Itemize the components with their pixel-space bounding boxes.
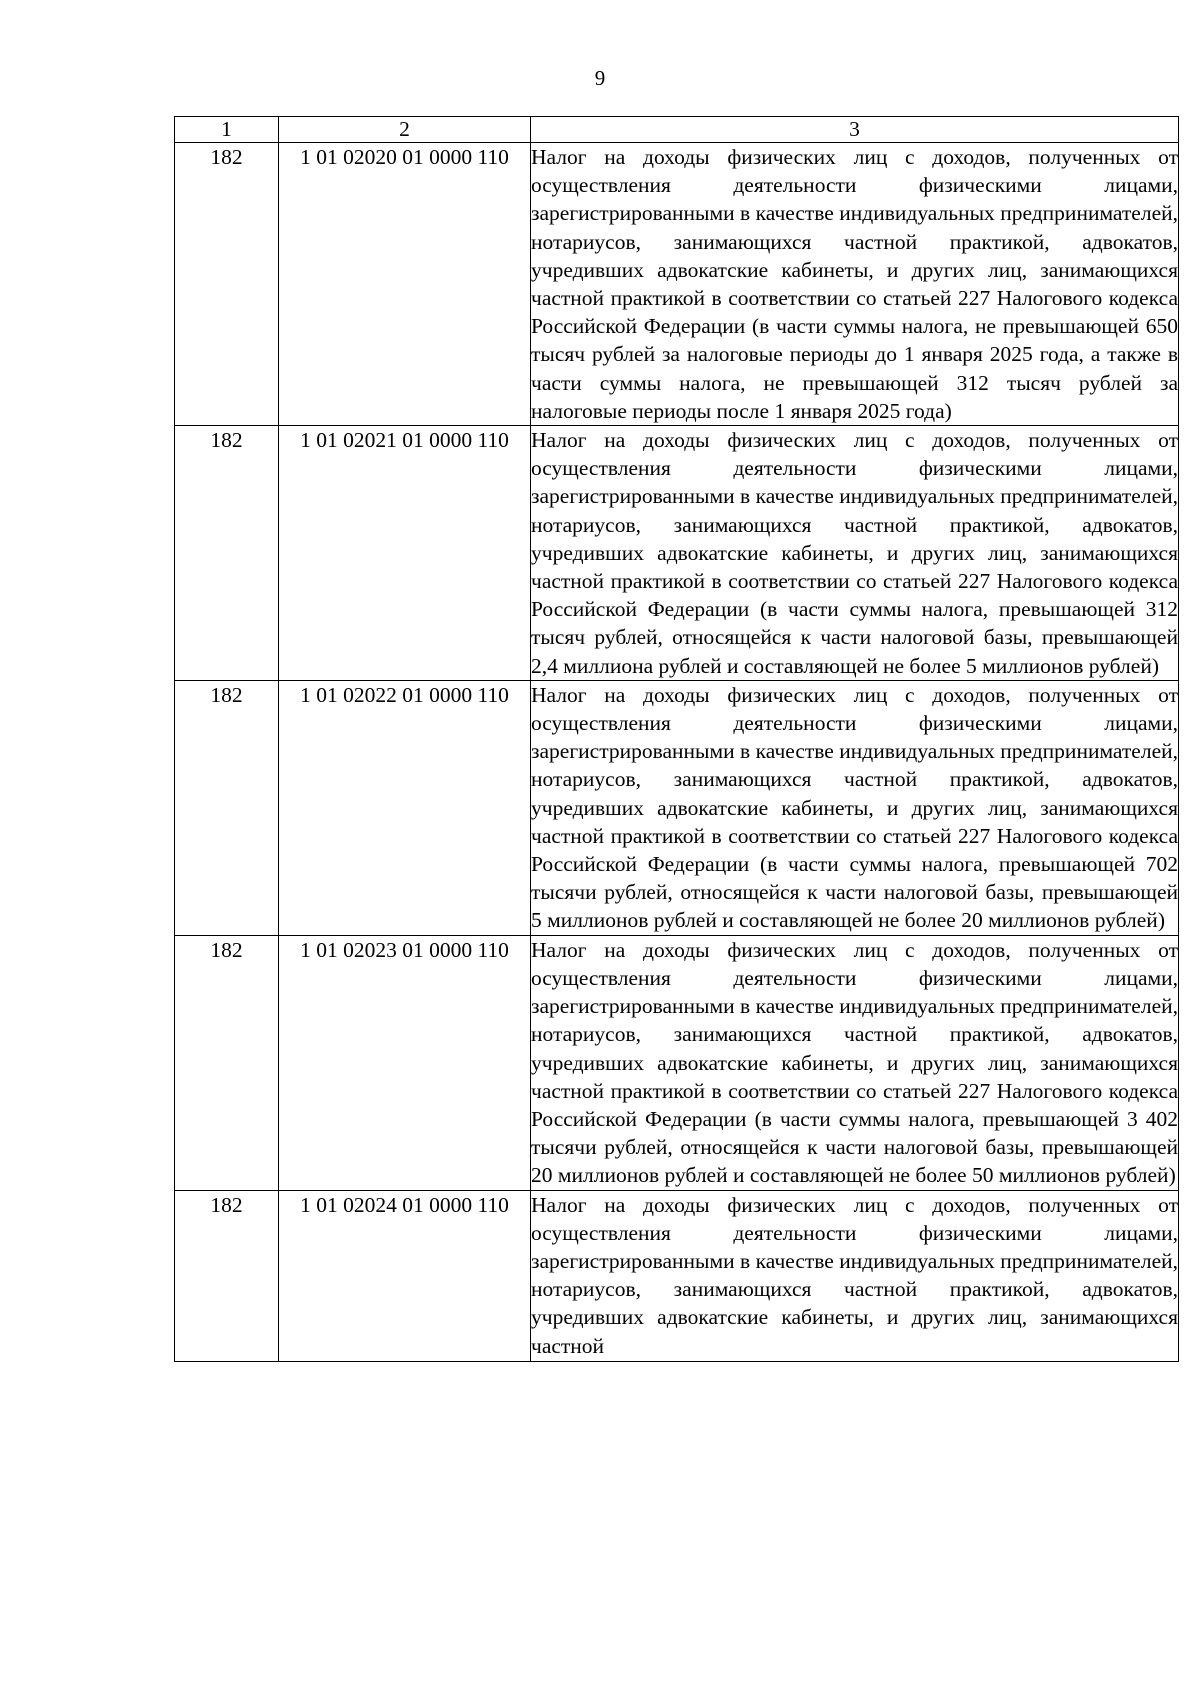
- admin-code-cell: 182: [175, 935, 279, 1190]
- header-col-2: 2: [279, 117, 531, 143]
- description-cell-wrapper: [531, 1190, 1179, 1361]
- admin-code-cell: 182: [175, 680, 279, 935]
- kbk-cell: 1 01 02021 01 0000 110: [279, 426, 531, 681]
- kbk-table: [174, 116, 1179, 1362]
- header-col-1: 1: [175, 117, 279, 143]
- table-row: [175, 426, 1179, 681]
- table-row: [175, 935, 1179, 1190]
- admin-code-cell: 182: [175, 426, 279, 681]
- header-col-3: 3: [531, 117, 1179, 143]
- admin-code-cell: 182: [175, 1190, 279, 1361]
- description-cell: Налог на доходы физических лиц с доходов, полученных от осуществления деятельности физическими лицами, зарегистрированными в качестве индивидуальных предпринимателей, нотариусов, занимающихся частной практикой, адвокатов, учредивших адвокатские кабинеты, и других лиц, занимающихся частной практикой в соответствии со статьей 227 Налогового кодекса Российской Федерации (в части суммы налога, превышающей 702 тысячи рублей, относящейся к части налоговой базы, превышающей 5 миллионов рублей и составляющей не более 20 миллионов рублей): [531, 680, 1179, 935]
- description-cell: Налог на доходы физических лиц с доходов, полученных от осуществления деятельности физическими лицами, зарегистрированными в качестве индивидуальных предпринимателей, нотариусов, занимающихся частной практикой, адвокатов, учредивших адвокатские кабинеты, и других лиц, занимающихся частной практикой в соответствии со статьей 227 Налогового кодекса Российской Федерации (в части суммы налога, превышающей 312 тысяч рублей, относящейся к части налоговой базы, превышающей 2,4 миллиона рублей и составляющей не более 5 миллионов рублей): [531, 426, 1179, 681]
- table-row: [175, 1190, 1179, 1361]
- table-row: [175, 680, 1179, 935]
- description-cell: Налог на доходы физических лиц с доходов, полученных от осуществления деятельности физическими лицами, зарегистрированными в качестве индивидуальных предпринимателей, нотариусов, занимающихся частной практикой, адвокатов, учредивших адвокатские кабинеты, и других лиц, занимающихся частной: [531, 1192, 1178, 1358]
- kbk-cell: 1 01 02022 01 0000 110: [279, 680, 531, 935]
- admin-code-cell: 182: [175, 143, 279, 426]
- kbk-cell: 1 01 02023 01 0000 110: [279, 935, 531, 1190]
- page-number: 9: [594, 66, 606, 90]
- description-cell: Налог на доходы физических лиц с доходов, полученных от осуществления деятельности физическими лицами, зарегистрированными в качестве индивидуальных предпринимателей, нотариусов, занимающихся частной практикой, адвокатов, учредивших адвокатские кабинеты, и других лиц, занимающихся частной практикой в соответствии со статьей 227 Налогового кодекса Российской Федерации (в части суммы налога, не превышающей 650 тысяч рублей за налоговые периоды до 1 января 2025 года, а также в части суммы налога, не превышающей 312 тысяч рублей за налоговые периоды после 1 января 2025 года): [531, 143, 1179, 426]
- kbk-cell: 1 01 02020 01 0000 110: [279, 143, 531, 426]
- kbk-cell: 1 01 02024 01 0000 110: [279, 1190, 531, 1361]
- description-cell: Налог на доходы физических лиц с доходов, полученных от осуществления деятельности физическими лицами, зарегистрированными в качестве индивидуальных предпринимателей, нотариусов, занимающихся частной практикой, адвокатов, учредивших адвокатские кабинеты, и других лиц, занимающихся частной практикой в соответствии со статьей 227 Налогового кодекса Российской Федерации (в части суммы налога, превышающей 3 402 тысячи рублей, относящейся к части налоговой базы, превышающей 20 миллионов рублей и составляющей не более 50 миллионов рублей): [531, 935, 1179, 1190]
- table-header-row: [175, 117, 1179, 143]
- table-row: [175, 143, 1179, 426]
